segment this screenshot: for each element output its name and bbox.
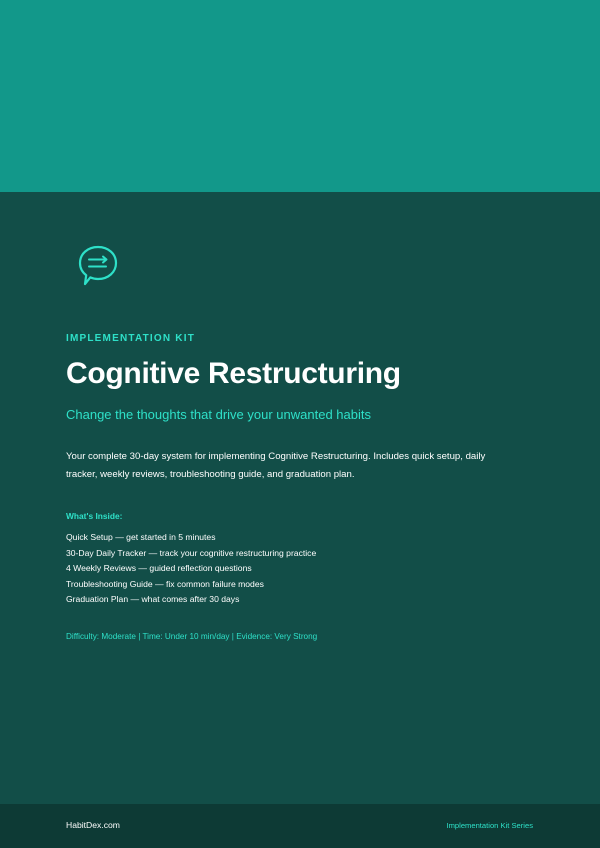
page-title: Cognitive Restructuring: [66, 357, 401, 390]
top-color-band: [0, 0, 600, 192]
kit-eyebrow: IMPLEMENTATION KIT: [66, 333, 195, 344]
list-item: Graduation Plan — what comes after 30 days: [66, 594, 240, 605]
list-item: Quick Setup — get started in 5 minutes: [66, 532, 216, 542]
list-item: 30-Day Daily Tracker — track your cognitive restructuring practice: [66, 547, 317, 558]
kit-meta-info: Difficulty: Moderate | Time: Under 10 min/day | Evidence: Very Strong: [66, 632, 318, 641]
list-item: 4 Weekly Reviews — guided reflection questions: [66, 563, 252, 574]
footer: [0, 804, 600, 848]
kit-description: Your complete 30-day system for implementing Cognitive Restructuring. Includes quick setup, daily tracker, weekly reviews, troubleshooting guide, and graduation plan.: [66, 451, 486, 480]
list-item: Troubleshooting Guide — fix common failure modes: [66, 578, 264, 589]
whats-inside-list: [66, 530, 316, 608]
speech-bubble-arrows-icon: [78, 244, 118, 288]
footer-series-label: Implementation Kit Series: [446, 821, 533, 830]
footer-brand-link[interactable]: HabitDex.com: [66, 820, 120, 830]
whats-inside-heading: What's Inside:: [66, 511, 123, 521]
page-subtitle: Change the thoughts that drive your unwanted habits: [66, 407, 371, 422]
